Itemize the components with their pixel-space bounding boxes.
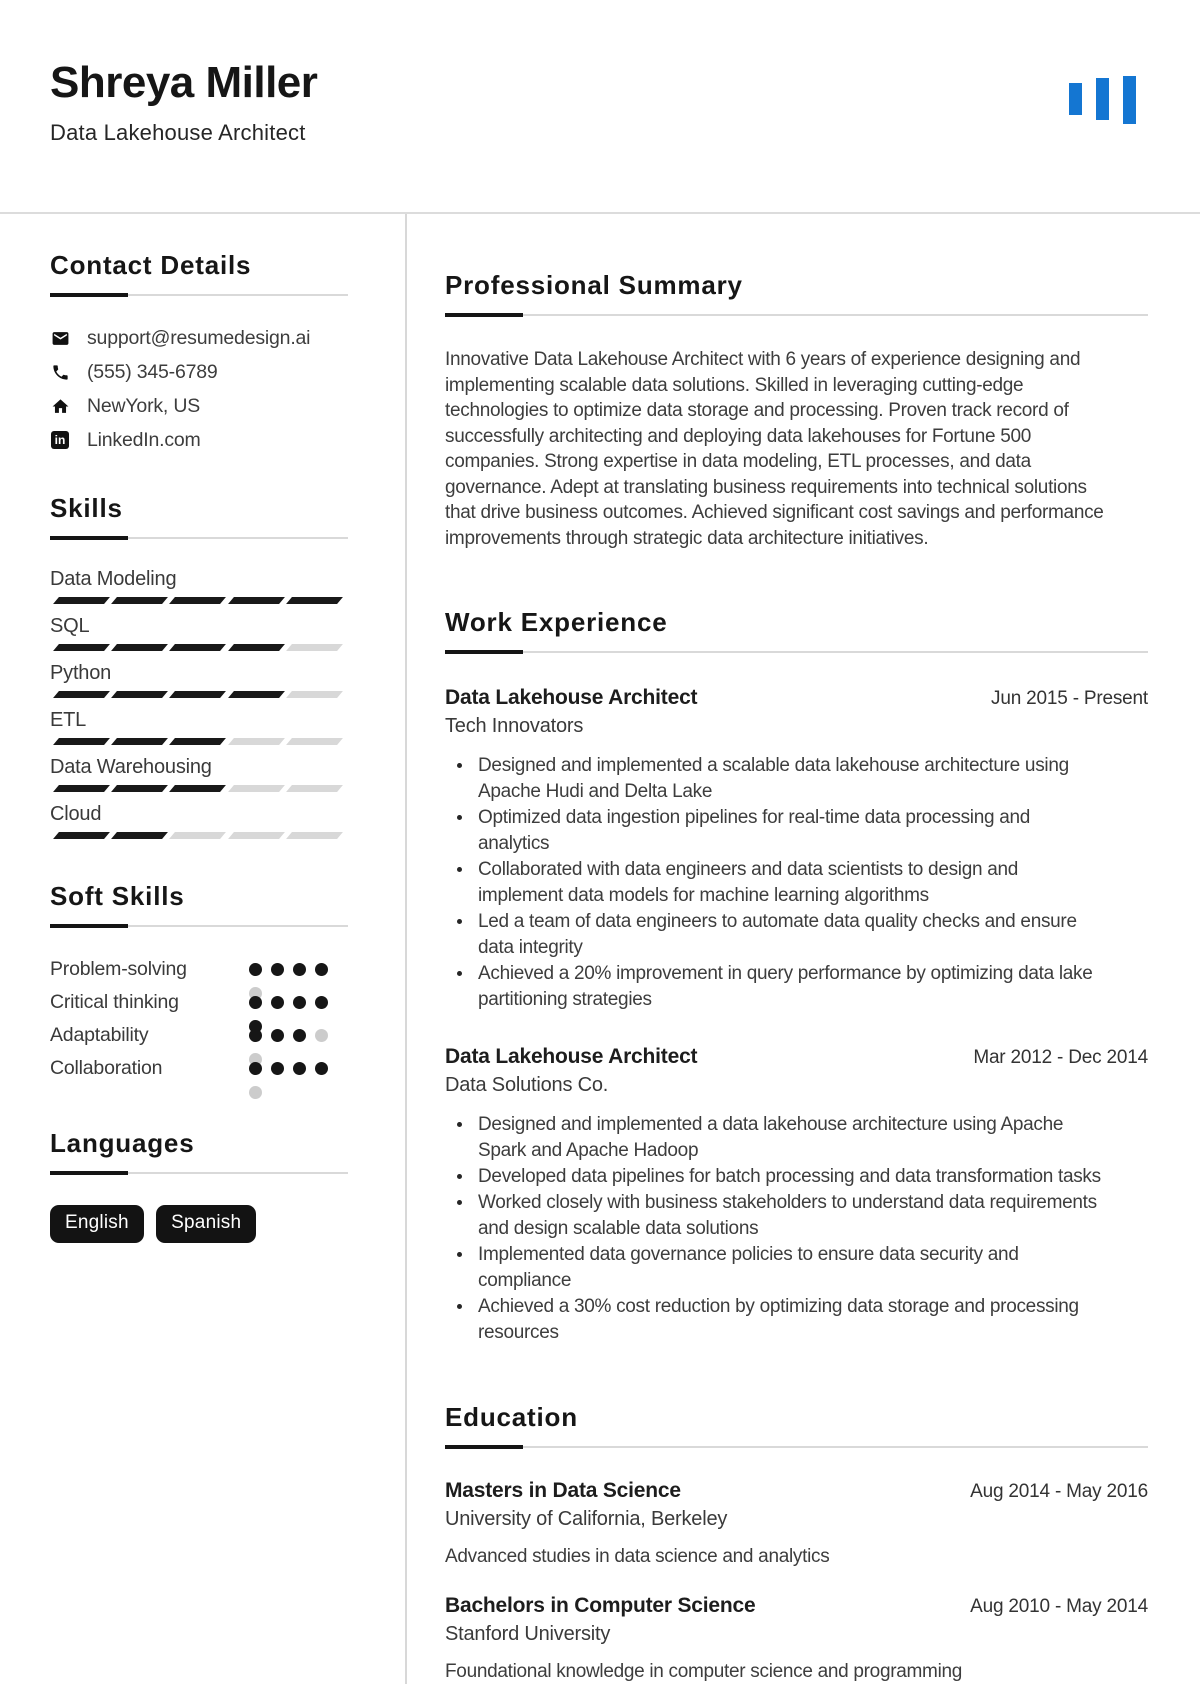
- contact-rows: [50, 327, 348, 451]
- skill-name: Data Warehousing: [50, 756, 212, 778]
- skill-segment-empty: [286, 738, 343, 745]
- home-icon: [50, 396, 70, 416]
- skill-segment-filled: [53, 785, 110, 792]
- languages-section: [50, 1128, 348, 1243]
- skill-segment-filled: [111, 644, 168, 651]
- soft-skill-dot-filled: [315, 1062, 328, 1075]
- experience-bullet: Achieved a 20% improvement in query performance by optimizing data lake partitioning strategies: [445, 961, 1105, 1013]
- experience-heading: Work Experience: [445, 607, 668, 637]
- degree-header: [445, 1594, 1148, 1618]
- contact-linkedin-text: LinkedIn.com: [87, 428, 201, 451]
- skill-name: Data Modeling: [50, 568, 177, 590]
- soft-skill-item: [50, 987, 348, 1020]
- skill-item: [50, 756, 348, 792]
- skill-segment-filled: [53, 738, 110, 745]
- job-title: Data Lakehouse Architect: [445, 1045, 698, 1068]
- contact-phone-text: (555) 345-6789: [87, 360, 218, 383]
- skill-segment-empty: [228, 738, 285, 745]
- contact-section: [50, 250, 348, 451]
- header: [0, 0, 1200, 212]
- soft-skill-dot-filled: [249, 963, 262, 976]
- job-header: [445, 686, 1148, 710]
- skill-level-bar: [50, 738, 348, 745]
- summary-section: [445, 270, 1148, 551]
- skill-segment-empty: [169, 832, 226, 839]
- soft-skill-dot-filled: [293, 1062, 306, 1075]
- degree-header: [445, 1479, 1148, 1503]
- soft-skill-dot-filled: [315, 963, 328, 976]
- contact-item-phone: [50, 361, 348, 383]
- experience-bullet: Achieved a 30% cost reduction by optimizing data storage and processing resources: [445, 1294, 1105, 1346]
- skill-segment-filled: [53, 691, 110, 698]
- skills-section: [50, 493, 348, 839]
- soft-skill-name: Critical thinking: [50, 991, 179, 1013]
- contact-email-text: support@resumedesign.ai: [87, 326, 311, 349]
- skill-segment-filled: [169, 644, 226, 651]
- skill-level-bar: [50, 832, 348, 839]
- logo-bar-icon: [1123, 76, 1136, 124]
- skill-segment-filled: [111, 597, 168, 604]
- person-name: Shreya Miller: [50, 58, 318, 107]
- skill-item: [50, 568, 348, 604]
- skill-segment-filled: [286, 597, 343, 604]
- skill-segment-filled: [169, 691, 226, 698]
- section-rule: [50, 293, 348, 297]
- soft-skills-heading: Soft Skills: [50, 881, 185, 911]
- skill-item: [50, 615, 348, 651]
- degree-item: [445, 1479, 1148, 1568]
- job-header: [445, 1045, 1148, 1069]
- job-title: Data Lakehouse Architect: [445, 686, 698, 709]
- skill-segment-filled: [228, 691, 285, 698]
- degree-description: Advanced studies in data science and analytics: [445, 1546, 830, 1567]
- section-rule: [50, 536, 348, 540]
- contact-heading: Contact Details: [50, 250, 252, 280]
- jobs-list: [445, 686, 1148, 1346]
- skill-level-bar: [50, 785, 348, 792]
- education-heading: Education: [445, 1402, 578, 1432]
- person-title: Data Lakehouse Architect: [50, 120, 306, 145]
- sidebar: [0, 214, 405, 1684]
- soft-skill-dot-filled: [293, 996, 306, 1009]
- job-dates: Mar 2012 - Dec 2014: [973, 1047, 1148, 1068]
- skill-segment-filled: [111, 691, 168, 698]
- content-columns: [0, 214, 1200, 1684]
- soft-skill-dot-filled: [271, 996, 284, 1009]
- skill-segment-filled: [53, 597, 110, 604]
- summary-heading: Professional Summary: [445, 270, 743, 300]
- experience-bullet: Designed and implemented a data lakehouse architecture using Apache Spark and Apache Hadoop: [445, 1112, 1105, 1164]
- skill-segment-filled: [169, 785, 226, 792]
- brand-logo-icon: [1069, 76, 1136, 124]
- skill-segment-filled: [111, 785, 168, 792]
- job-company: Data Solutions Co.: [445, 1074, 609, 1096]
- logo-bar-icon: [1069, 83, 1082, 115]
- degree-dates: Aug 2014 - May 2016: [970, 1481, 1148, 1502]
- skill-item: [50, 803, 348, 839]
- skill-name: SQL: [50, 615, 90, 637]
- contact-item-location: [50, 395, 348, 417]
- languages-list: [50, 1205, 348, 1243]
- skill-segment-filled: [228, 597, 285, 604]
- languages-heading: Languages: [50, 1128, 195, 1158]
- degree-dates: Aug 2010 - May 2014: [970, 1596, 1148, 1617]
- experience-bullet: Led a team of data engineers to automate data quality checks and ensure data integrity: [445, 909, 1105, 961]
- skill-segment-filled: [111, 832, 168, 839]
- degree-school: University of California, Berkeley: [445, 1508, 728, 1530]
- skill-segment-empty: [228, 785, 285, 792]
- degrees-list: [445, 1479, 1148, 1683]
- skill-segment-filled: [169, 738, 226, 745]
- soft-skill-dot-filled: [249, 996, 262, 1009]
- experience-bullet: Optimized data ingestion pipelines for real-time data processing and analytics: [445, 805, 1105, 857]
- experience-section: [445, 607, 1148, 1346]
- soft-skill-item: [50, 954, 348, 987]
- soft-skill-item: [50, 1020, 348, 1053]
- section-rule: [50, 924, 348, 928]
- skill-segment-filled: [169, 597, 226, 604]
- main-column: [405, 214, 1200, 1684]
- contact-item-linkedin: [50, 429, 348, 451]
- soft-skill-dot-filled: [271, 1062, 284, 1075]
- section-rule: [445, 1445, 1148, 1449]
- experience-bullet: Worked closely with business stakeholders to understand data requirements and design scalable data solutions: [445, 1190, 1105, 1242]
- skill-segment-filled: [53, 644, 110, 651]
- skill-segment-empty: [286, 832, 343, 839]
- section-rule: [445, 650, 1148, 654]
- logo-bar-icon: [1096, 78, 1109, 120]
- degree-school: Stanford University: [445, 1623, 611, 1645]
- soft-skill-dot-filled: [271, 963, 284, 976]
- skills-heading: Skills: [50, 493, 123, 523]
- soft-skill-dot-empty: [249, 1086, 262, 1099]
- education-section: [445, 1402, 1148, 1683]
- degree-item: [445, 1594, 1148, 1683]
- soft-skill-item: [50, 1053, 348, 1086]
- skill-segment-filled: [228, 644, 285, 651]
- skill-name: Cloud: [50, 803, 102, 825]
- experience-bullet: Developed data pipelines for batch processing and data transformation tasks: [445, 1164, 1105, 1190]
- soft-skills-list: [50, 954, 348, 1112]
- job-item: [445, 686, 1148, 1013]
- soft-skill-name: Adaptability: [50, 1024, 149, 1046]
- soft-skill-name: Collaboration: [50, 1057, 163, 1079]
- job-dates: Jun 2015 - Present: [991, 688, 1148, 709]
- skills-list: [50, 568, 348, 839]
- skill-name: ETL: [50, 709, 87, 731]
- skill-name: Python: [50, 662, 112, 684]
- skill-segment-empty: [228, 832, 285, 839]
- soft-skill-dots: [249, 1062, 333, 1099]
- summary-text: Innovative Data Lakehouse Architect with 6 years of experience designing and implementing scalable data solutions. Skilled in leveraging cutting-edge technologies to optimize data storage and processing. Proven track record of successfully architecting and deploying data lakehouses for Fortune 500 companies. Strong expertise in data modeling, ETL processes, and data governance. Adept at translating business requirements into technical solutions that drive business outcomes. Achieved significant cost savings and performance improvements through strategic data architecture initiatives.: [445, 349, 1104, 549]
- skill-level-bar: [50, 691, 348, 698]
- linkedin-icon: [50, 430, 70, 450]
- skill-segment-empty: [286, 644, 343, 651]
- degree-title: Masters in Data Science: [445, 1479, 681, 1502]
- degree-description: Foundational knowledge in computer science and programming: [445, 1661, 963, 1682]
- job-bullets: [445, 753, 1105, 1013]
- soft-skill-dot-filled: [293, 1029, 306, 1042]
- skill-segment-filled: [111, 738, 168, 745]
- contact-item-email: [50, 327, 348, 349]
- soft-skill-dot-filled: [249, 1062, 262, 1075]
- language-pill: Spanish: [156, 1205, 256, 1243]
- language-pill: English: [50, 1205, 144, 1243]
- skill-segment-empty: [286, 691, 343, 698]
- skill-item: [50, 662, 348, 698]
- skill-item: [50, 709, 348, 745]
- job-bullets: [445, 1112, 1105, 1346]
- experience-bullet: Implemented data governance policies to ensure data security and compliance: [445, 1242, 1105, 1294]
- section-rule: [50, 1171, 348, 1175]
- soft-skills-section: [50, 881, 348, 1112]
- experience-bullet: Collaborated with data engineers and data scientists to design and implement data models for machine learning algorithms: [445, 857, 1105, 909]
- soft-skill-dot-filled: [271, 1029, 284, 1042]
- soft-skill-name: Problem-solving: [50, 958, 187, 980]
- contact-location-text: NewYork, US: [87, 394, 201, 417]
- skill-level-bar: [50, 597, 348, 604]
- soft-skill-dot-filled: [293, 963, 306, 976]
- degree-title: Bachelors in Computer Science: [445, 1594, 756, 1617]
- skill-level-bar: [50, 644, 348, 651]
- phone-icon: [50, 362, 70, 382]
- soft-skill-dot-filled: [315, 996, 328, 1009]
- job-company: Tech Innovators: [445, 715, 584, 737]
- section-rule: [445, 313, 1148, 317]
- email-icon: [50, 328, 70, 348]
- skill-segment-filled: [53, 832, 110, 839]
- skill-segment-empty: [286, 785, 343, 792]
- job-item: [445, 1045, 1148, 1346]
- soft-skill-dot-empty: [315, 1029, 328, 1042]
- experience-bullet: Designed and implemented a scalable data lakehouse architecture using Apache Hudi and Delta Lake: [445, 753, 1105, 805]
- soft-skill-dot-filled: [249, 1029, 262, 1042]
